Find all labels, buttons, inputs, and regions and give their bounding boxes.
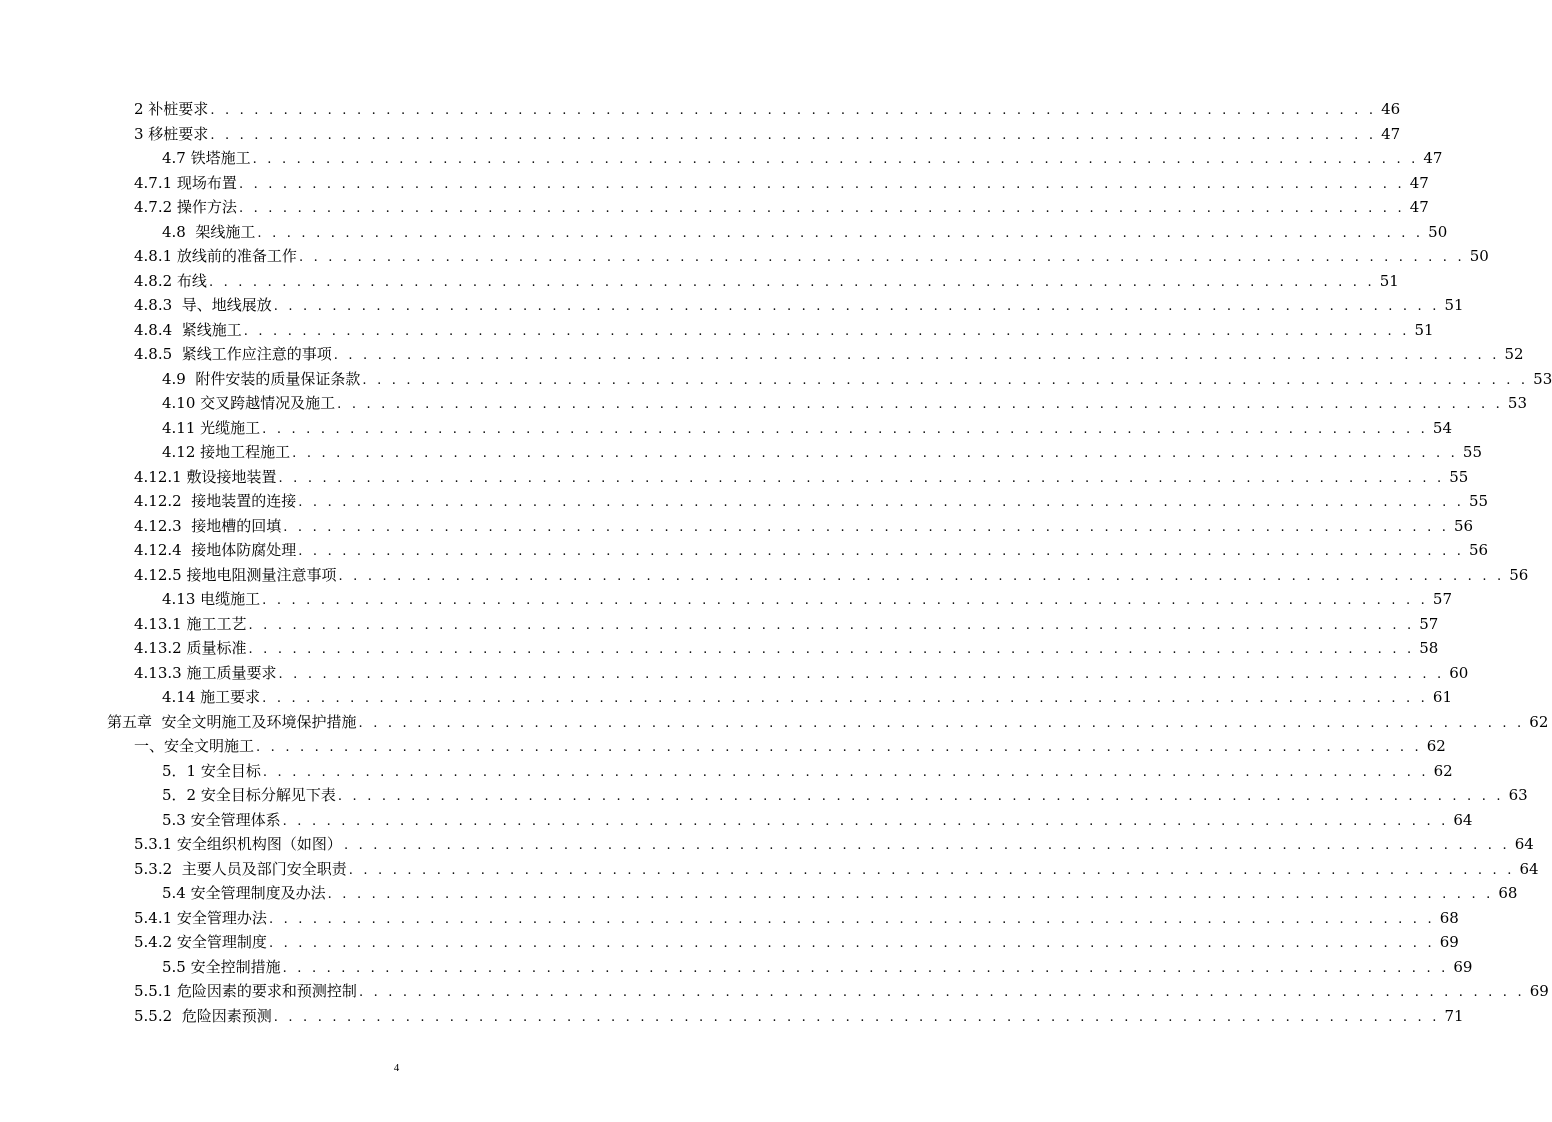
toc-entry-page: 52: [1504, 345, 1524, 363]
toc-entry[interactable]: [0, 489, 1489, 514]
toc-entry[interactable]: [0, 367, 1552, 392]
toc-entry-label: 4.12.2 接地装置的连接: [134, 492, 297, 510]
toc-leader-dots: . . . . . . . . . . . . . . . . . . . . . . . . . . . . . . . . . . . . . . . . . . . . . . . . . . . . . . . . . . . . . . . . . . . . . . . . . . . . . . . .: [283, 519, 1450, 535]
toc-entry-label: 4.8.3 导、地线展放: [134, 296, 272, 314]
toc-entry[interactable]: [0, 808, 1473, 833]
toc-entry-page: 51: [1414, 320, 1434, 339]
toc-leader-dots: . . . . . . . . . . . . . . . . . . . . . . . . . . . . . . . . . . . . . . . . . . . . . . . . . . . . . . . . . . . . . . . . . . . . . . . . . . . . . . . .: [262, 691, 1429, 706]
toc-entry-label: 5.4 安全管理制度及办法: [162, 884, 326, 902]
toc-entry-page: 69: [1529, 982, 1549, 1000]
toc-entry[interactable]: [0, 832, 1534, 857]
toc-entry-label: 4.8 架线施工: [162, 222, 256, 241]
toc-leader-dots: . . . . . . . . . . . . . . . . . . . . . . . . . . . . . . . . . . . . . . . . . . . . . . . . . . . . . . . . . . . . . . . . . . . . . . . . . . . . . . . .: [358, 715, 1525, 731]
toc-entry-label: 3 移桩要求: [134, 124, 209, 143]
toc-entry-label: 4.14 施工要求: [162, 688, 261, 706]
toc-leader-dots: . . . . . . . . . . . . . . . . . . . . . . . . . . . . . . . . . . . . . . . . . . . . . . . . . . . . . . . . . . . . . . . . . . . . . . . . . . . . . . . .: [338, 568, 1505, 584]
toc-entry[interactable]: [0, 685, 1453, 710]
toc-entry[interactable]: [0, 955, 1473, 980]
toc-entry-page: 47: [1423, 149, 1443, 167]
toc-entry[interactable]: [0, 391, 1528, 416]
toc-leader-dots: . . . . . . . . . . . . . . . . . . . . . . . . . . . . . . . . . . . . . . . . . . . . . . . . . . . . . . . . . . . . . . . . . . . . . . . . . . . . . . . .: [348, 862, 1515, 878]
toc-entry-page: 47: [1381, 124, 1401, 143]
toc-entry-page: 58: [1419, 639, 1439, 657]
toc-entry-page: 57: [1419, 614, 1439, 633]
toc-entry-label: 4.12.1 敷设接地装置: [134, 467, 277, 486]
toc-entry-label: 4.13 电缆施工: [162, 590, 261, 608]
toc-entry[interactable]: [0, 220, 1448, 245]
toc-entry-page: 63: [1508, 786, 1528, 804]
toc-entry[interactable]: [0, 710, 1549, 735]
toc-entry[interactable]: [0, 759, 1453, 784]
toc-entry-label: 第五章 安全文明施工及环境保护措施: [107, 712, 357, 731]
toc-entry-label: 5．2 安全目标分解见下表: [162, 786, 336, 804]
toc-entry[interactable]: [0, 783, 1528, 808]
toc-entry-page: 56: [1509, 565, 1529, 584]
toc-entry[interactable]: [0, 881, 1518, 906]
toc-entry-page: 46: [1381, 100, 1401, 118]
toc-entry-page: 68: [1439, 908, 1459, 927]
toc-entry[interactable]: [0, 514, 1474, 539]
toc-leader-dots: . . . . . . . . . . . . . . . . . . . . . . . . . . . . . . . . . . . . . . . . . . . . . . . . . . . . . . . . . . . . . . . . . . . . . . . . . . . . . . . .: [268, 911, 1435, 927]
toc-entry-label: 4.11 光缆施工: [162, 418, 261, 437]
toc-entry-label: 4.12 接地工程施工: [162, 443, 291, 461]
toc-entry[interactable]: [0, 587, 1453, 612]
toc-entry-page: 62: [1529, 712, 1549, 731]
toc-entry-page: 68: [1498, 884, 1518, 902]
toc-leader-dots: . . . . . . . . . . . . . . . . . . . . . . . . . . . . . . . . . . . . . . . . . . . . . . . . . . . . . . . . . . . . . . . . . . . . . . . . . . . . . . . .: [273, 299, 1440, 314]
toc-entry-page: 53: [1533, 369, 1552, 388]
toc-leader-dots: . . . . . . . . . . . . . . . . . . . . . . . . . . . . . . . . . . . . . . . . . . . . . . . . . . . . . . . . . . . . . . . . . . . . . . . . . . . . . . . .: [262, 421, 1429, 437]
toc-entry[interactable]: [0, 97, 1401, 122]
toc-leader-dots: . . . . . . . . . . . . . . . . . . . . . . . . . . . . . . . . . . . . . . . . . . . . . . . . . . . . . . . . . . . . . . . . . . . . . . . . . . . . . . . .: [337, 789, 1504, 804]
toc-entry-label: 5.3.2 主要人员及部门安全职责: [134, 859, 347, 878]
toc-leader-dots: . . . . . . . . . . . . . . . . . . . . . . . . . . . . . . . . . . . . . . . . . . . . . . . . . . . . . . . . . . . . . . . . . . . . . . . . . . . . . . . .: [298, 544, 1465, 559]
toc-entry-label: 5.4.1 安全管理办法: [134, 908, 267, 927]
toc-entry-label: 4.12.3 接地槽的回填: [134, 516, 282, 535]
toc-leader-dots: . . . . . . . . . . . . . . . . . . . . . . . . . . . . . . . . . . . . . . . . . . . . . . . . . . . . . . . . . . . . . . . . . . . . . . . . . . . . . . . .: [210, 103, 1377, 118]
toc-entry[interactable]: [0, 269, 1399, 294]
toc-leader-dots: . . . . . . . . . . . . . . . . . . . . . . . . . . . . . . . . . . . . . . . . . . . . . . . . . . . . . . . . . . . . . . . . . . . . . . . . . . . . . . . .: [292, 446, 1459, 461]
toc-entry-page: 61: [1432, 688, 1453, 706]
toc-entry-label: 4.8.5 紧线工作应注意的事项: [134, 345, 332, 363]
toc-entry-label: 5.5.2 危险因素预测: [134, 1006, 272, 1025]
toc-entry[interactable]: [0, 661, 1469, 686]
toc-leader-dots: . . . . . . . . . . . . . . . . . . . . . . . . . . . . . . . . . . . . . . . . . . . . . . . . . . . . . . . . . . . . . . . . . . . . . . . . . . . . . . . .: [248, 642, 1415, 657]
toc-leader-dots: . . . . . . . . . . . . . . . . . . . . . . . . . . . . . . . . . . . . . . . . . . . . . . . . . . . . . . . . . . . . . . . . . . . . . . . . . . . . . . . .: [268, 936, 1435, 951]
toc-entry[interactable]: [0, 146, 1443, 171]
toc-leader-dots: . . . . . . . . . . . . . . . . . . . . . . . . . . . . . . . . . . . . . . . . . . . . . . . . . . . . . . . . . . . . . . . . . . . . . . . . . . . . . . . .: [257, 225, 1424, 241]
toc-leader-dots: . . . . . . . . . . . . . . . . . . . . . . . . . . . . . . . . . . . . . . . . . . . . . . . . . . . . . . . . . . . . . . . . . . . . . . . . . . . . . . . .: [362, 372, 1529, 388]
toc-entry-label: 4.12.5 接地电阻测量注意事项: [134, 565, 337, 584]
toc-leader-dots: . . . . . . . . . . . . . . . . . . . . . . . . . . . . . . . . . . . . . . . . . . . . . . . . . . . . . . . . . . . . . . . . . . . . . . . . . . . . . . . .: [262, 593, 1429, 608]
toc-entry-page: 62: [1433, 761, 1453, 780]
toc-entry-label: 5.5 安全控制措施: [162, 957, 281, 976]
toc-leader-dots: . . . . . . . . . . . . . . . . . . . . . . . . . . . . . . . . . . . . . . . . . . . . . . . . . . . . . . . . . . . . . . . . . . . . . . . . . . . . . . . .: [210, 127, 1377, 143]
toc-leader-dots: . . . . . . . . . . . . . . . . . . . . . . . . . . . . . . . . . . . . . . . . . . . . . . . . . . . . . . . . . . . . . . . . . . . . . . . . . . . . . . . .: [278, 470, 1445, 486]
toc-entry-label: 5.3 安全管理体系: [162, 810, 281, 829]
toc-leader-dots: . . . . . . . . . . . . . . . . . . . . . . . . . . . . . . . . . . . . . . . . . . . . . . . . . . . . . . . . . . . . . . . . . . . . . . . . . . . . . . . .: [298, 495, 1465, 510]
toc-entry[interactable]: [0, 318, 1434, 343]
toc-entry-label: 4.13.3 施工质量要求: [134, 663, 277, 682]
toc-entry[interactable]: [0, 122, 1401, 147]
toc-entry[interactable]: [0, 244, 1489, 269]
toc-entry[interactable]: [0, 440, 1483, 465]
toc-entry-label: 4.8.1 放线前的准备工作: [134, 247, 297, 265]
toc-entry-label: 4.9 附件安装的质量保证条款: [162, 369, 361, 388]
toc-leader-dots: . . . . . . . . . . . . . . . . . . . . . . . . . . . . . . . . . . . . . . . . . . . . . . . . . . . . . . . . . . . . . . . . . . . . . . . . . . . . . . . .: [243, 323, 1410, 339]
toc-entry-page: 50: [1428, 222, 1448, 241]
toc-leader-dots: . . . . . . . . . . . . . . . . . . . . . . . . . . . . . . . . . . . . . . . . . . . . . . . . . . . . . . . . . . . . . . . . . . . . . . . . . . . . . . . .: [278, 666, 1445, 682]
toc-leader-dots: . . . . . . . . . . . . . . . . . . . . . . . . . . . . . . . . . . . . . . . . . . . . . . . . . . . . . . . . . . . . . . . . . . . . . . . . . . . . . . . .: [282, 960, 1449, 976]
toc-leader-dots: . . . . . . . . . . . . . . . . . . . . . . . . . . . . . . . . . . . . . . . . . . . . . . . . . . . . . . . . . . . . . . . . . . . . . . . . . . . . . . . .: [333, 348, 1500, 363]
toc-entry[interactable]: [0, 293, 1464, 318]
toc-entry-page: 56: [1469, 541, 1489, 559]
toc-leader-dots: . . . . . . . . . . . . . . . . . . . . . . . . . . . . . . . . . . . . . . . . . . . . . . . . . . . . . . . . . . . . . . . . . . . . . . . . . . . . . . . .: [337, 397, 1504, 412]
toc-leader-dots: . . . . . . . . . . . . . . . . . . . . . . . . . . . . . . . . . . . . . . . . . . . . . . . . . . . . . . . . . . . . . . . . . . . . . . . . . . . . . . . .: [252, 152, 1419, 167]
toc-entry-page: 50: [1469, 247, 1489, 265]
toc-leader-dots: . . . . . . . . . . . . . . . . . . . . . . . . . . . . . . . . . . . . . . . . . . . . . . . . . . . . . . . . . . . . . . . . . . . . . . . . . . . . . . . .: [327, 887, 1494, 902]
toc-entry-page: 69: [1439, 933, 1459, 951]
toc-leader-dots: . . . . . . . . . . . . . . . . . . . . . . . . . . . . . . . . . . . . . . . . . . . . . . . . . . . . . . . . . . . . . . . . . . . . . . . . . . . . . . . .: [343, 838, 1510, 853]
toc-entry-page: 71: [1444, 1006, 1464, 1025]
toc-entry[interactable]: [0, 906, 1459, 931]
toc-entry-page: 64: [1514, 835, 1534, 853]
toc-entry[interactable]: [0, 416, 1453, 441]
toc-leader-dots: . . . . . . . . . . . . . . . . . . . . . . . . . . . . . . . . . . . . . . . . . . . . . . . . . . . . . . . . . . . . . . . . . . . . . . . . . . . . . . . .: [298, 250, 1465, 265]
toc-entry-page: 47: [1409, 173, 1429, 192]
toc-entry-label: 4.7.2 操作方法: [134, 198, 237, 216]
toc-entry-page: 55: [1449, 467, 1469, 486]
toc-entry-page: 60: [1449, 663, 1469, 682]
toc-entry-label: 5.4.2 安全管理制度: [134, 933, 267, 951]
toc-entry-page: 57: [1432, 590, 1453, 608]
toc-entry-label: 一、安全文明施工: [134, 737, 255, 755]
toc-entry-label: 4.7.1 现场布置: [134, 173, 237, 192]
toc-entry-page: 47: [1409, 198, 1429, 216]
toc-entry[interactable]: [0, 857, 1539, 882]
toc-leader-dots: . . . . . . . . . . . . . . . . . . . . . . . . . . . . . . . . . . . . . . . . . . . . . . . . . . . . . . . . . . . . . . . . . . . . . . . . . . . . . . . .: [238, 201, 1405, 216]
toc-entry[interactable]: [0, 979, 1549, 1004]
toc-entry-label: 4.13.1 施工工艺: [134, 614, 247, 633]
toc-entry[interactable]: [0, 195, 1429, 220]
toc-entry-label: 4.13.2 质量标准: [134, 639, 247, 657]
toc-leader-dots: . . . . . . . . . . . . . . . . . . . . . . . . . . . . . . . . . . . . . . . . . . . . . . . . . . . . . . . . . . . . . . . . . . . . . . . . . . . . . . . .: [262, 764, 1429, 780]
toc-leader-dots: . . . . . . . . . . . . . . . . . . . . . . . . . . . . . . . . . . . . . . . . . . . . . . . . . . . . . . . . . . . . . . . . . . . . . . . . . . . . . . . .: [248, 617, 1415, 633]
page-number: 4: [393, 1062, 400, 1074]
toc-entry[interactable]: [0, 930, 1459, 955]
toc-entry[interactable]: [0, 734, 1446, 759]
toc-entry-page: 69: [1453, 957, 1473, 976]
toc-entry-label: 4.10 交叉跨越情况及施工: [162, 394, 336, 412]
toc-leader-dots: . . . . . . . . . . . . . . . . . . . . . . . . . . . . . . . . . . . . . . . . . . . . . . . . . . . . . . . . . . . . . . . . . . . . . . . . . . . . . . . .: [238, 176, 1405, 192]
toc-entry-page: 55: [1469, 492, 1489, 510]
toc-entry-page: 54: [1432, 418, 1453, 437]
toc-entry-label: 5.5.1 危险因素的要求和预测控制: [134, 982, 357, 1000]
toc-entry-page: 56: [1454, 516, 1474, 535]
toc-entry-page: 62: [1426, 737, 1446, 755]
toc-leader-dots: . . . . . . . . . . . . . . . . . . . . . . . . . . . . . . . . . . . . . . . . . . . . . . . . . . . . . . . . . . . . . . . . . . . . . . . . . . . . . . . .: [256, 740, 1422, 755]
toc-leader-dots: . . . . . . . . . . . . . . . . . . . . . . . . . . . . . . . . . . . . . . . . . . . . . . . . . . . . . . . . . . . . . . . . . . . . . . . . . . . . . . . .: [282, 813, 1449, 829]
toc-entry[interactable]: [0, 342, 1524, 367]
toc-entry[interactable]: [0, 538, 1489, 563]
toc-entry-page: 64: [1453, 810, 1473, 829]
toc-entry-label: 5．1 安全目标: [162, 761, 261, 780]
toc-entry-page: 51: [1379, 271, 1399, 290]
toc-entry-page: 55: [1462, 443, 1483, 461]
toc-entry-label: 5.3.1 安全组织机构图（如图）: [134, 835, 342, 853]
toc-entry-label: 4.8.2 布线: [134, 271, 207, 290]
toc-entry[interactable]: [0, 563, 1529, 588]
toc-leader-dots: . . . . . . . . . . . . . . . . . . . . . . . . . . . . . . . . . . . . . . . . . . . . . . . . . . . . . . . . . . . . . . . . . . . . . . . . . . . . . . . .: [208, 274, 1375, 290]
toc-entry-page: 64: [1519, 859, 1539, 878]
table-of-contents: [0, 97, 1552, 1028]
toc-entry-label: 4.8.4 紧线施工: [134, 320, 242, 339]
toc-entry-page: 51: [1444, 296, 1464, 314]
toc-entry[interactable]: [0, 465, 1469, 490]
toc-entry-label: 2 补桩要求: [134, 100, 209, 118]
toc-leader-dots: . . . . . . . . . . . . . . . . . . . . . . . . . . . . . . . . . . . . . . . . . . . . . . . . . . . . . . . . . . . . . . . . . . . . . . . . . . . . . . . .: [358, 985, 1525, 1000]
toc-entry[interactable]: [0, 1004, 1464, 1029]
toc-entry-label: 4.12.4 接地体防腐处理: [134, 541, 297, 559]
toc-entry[interactable]: [0, 636, 1439, 661]
toc-entry-page: 53: [1507, 394, 1528, 412]
toc-entry-label: 4.7 铁塔施工: [162, 149, 251, 167]
toc-leader-dots: . . . . . . . . . . . . . . . . . . . . . . . . . . . . . . . . . . . . . . . . . . . . . . . . . . . . . . . . . . . . . . . . . . . . . . . . . . . . . . . .: [273, 1009, 1440, 1025]
toc-entry[interactable]: [0, 612, 1439, 637]
toc-entry[interactable]: [0, 171, 1429, 196]
